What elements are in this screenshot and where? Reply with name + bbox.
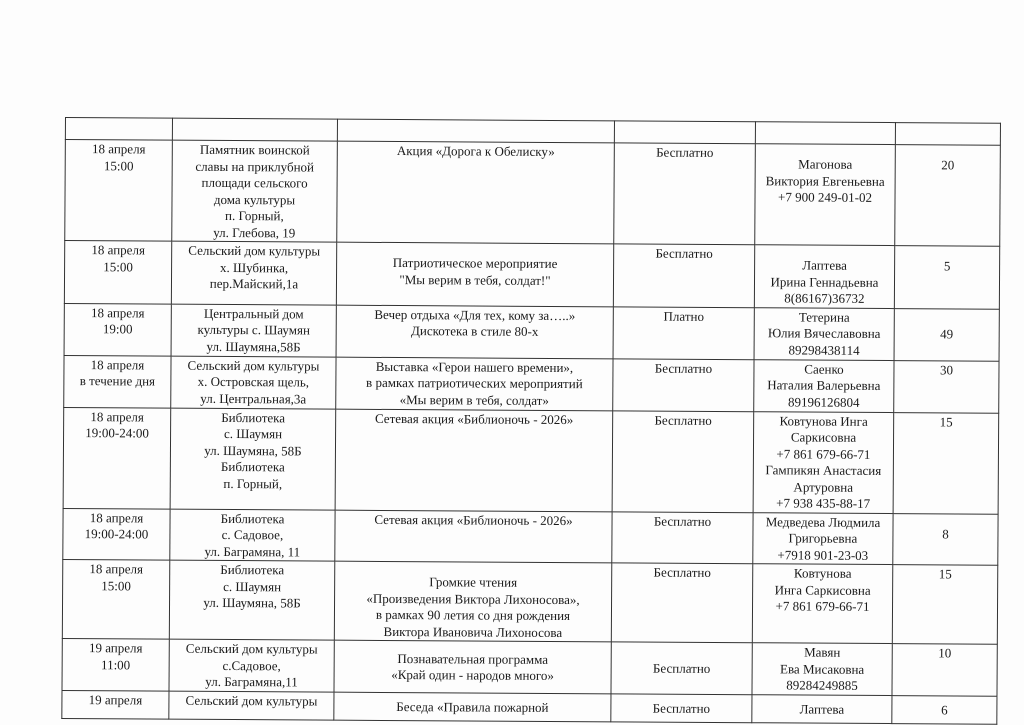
- date-cell: 19 апреля: [62, 690, 169, 719]
- place-cell: Библиотека с. Шаумян ул. Шаумяна, 58Б Библиотека п. Горный,: [170, 408, 336, 510]
- table-row: [62, 690, 997, 724]
- event-cell: Вечер отдыха «Для тех, кому за…..» Дискотека в стиле 80-х: [336, 305, 613, 359]
- table-row: [63, 407, 999, 514]
- event-cell: Патриотическое мероприятие "Мы верим в тебя, солдат!": [336, 242, 613, 306]
- price-cell: Платно: [613, 306, 754, 359]
- count-cell: 6: [892, 696, 997, 725]
- header-cell: [172, 118, 337, 141]
- table-row: [62, 559, 997, 644]
- place-cell: Сельский дом культуры с.Садовое, ул. Баграмяна,11: [169, 639, 334, 692]
- date-cell: 18 апреля 19:00-24:00: [63, 407, 171, 509]
- place-cell: Сельский дом культуры х. Островская щель, ул. Центральная,3а: [171, 356, 336, 409]
- count-cell: 10: [892, 644, 997, 697]
- table-row: [63, 508, 998, 565]
- place-cell: Сельский дом культуры х. Шубинка, пер.Майский,1а: [171, 241, 336, 305]
- event-cell: Акция «Дорога к Обелиску»: [337, 141, 615, 244]
- contact-cell: Магонова Виктория Евгеньевна +7 900 249-01-02: [755, 144, 896, 246]
- count-cell: 49: [894, 308, 999, 361]
- place-cell: Библиотека с. Садовое, ул. Баграмяна, 11: [170, 509, 335, 562]
- header-cell: [337, 119, 614, 143]
- event-cell: Громкие чтения «Произведения Виктора Лихоносова», в рамках 90 летия со дня рождения Виктора Ивановича Лихоносова: [334, 561, 611, 642]
- price-cell: Бесплатно: [614, 143, 756, 245]
- count-cell: 15: [892, 565, 997, 645]
- price-cell: Бесплатно: [611, 694, 752, 723]
- date-cell: 18 апреля в течение дня: [64, 355, 171, 408]
- count-cell: 5: [894, 246, 999, 309]
- table-row: [64, 241, 999, 309]
- price-cell: Бесплатно: [613, 358, 754, 411]
- place-cell: Сельский дом культуры: [169, 691, 334, 720]
- price-cell: Бесплатно: [613, 244, 754, 307]
- date-cell: 19 апреля 11:00: [62, 638, 169, 691]
- contact-cell: Лаптева: [752, 695, 892, 724]
- price-cell: Бесплатно: [612, 410, 754, 512]
- table-row: [64, 355, 999, 413]
- price-cell: Бесплатно: [612, 511, 753, 563]
- contact-cell: Тетерина Юлия Вячеславовна 89298438114: [754, 307, 894, 360]
- header-cell: [614, 121, 755, 144]
- events-table: [61, 117, 1001, 725]
- place-cell: Библиотека с. Шаумян ул. Шаумяна, 58Б: [169, 560, 334, 640]
- count-cell: 20: [895, 145, 1001, 247]
- contact-cell: Саенко Наталия Валерьевна 89196126804: [754, 359, 894, 412]
- date-cell: 18 апреля 19:00-24:00: [63, 508, 170, 560]
- contact-cell: Медведева Людмила Григорьевна +7918 901-23-03: [753, 512, 893, 564]
- place-cell: Центральный дом культуры с. Шаумян ул. Шаумяна,58Б: [171, 304, 336, 357]
- date-cell: 18 апреля 15:00: [64, 241, 171, 304]
- event-cell: Сетевая акция «Библионочь - 2026»: [335, 510, 612, 563]
- price-cell: Бесплатно: [611, 642, 752, 695]
- count-cell: 15: [893, 412, 999, 514]
- table-row: [62, 638, 997, 696]
- contact-cell: Лаптева Ирина Геннадьевна 8(86167)36732: [754, 245, 894, 308]
- date-cell: 18 апреля 19:00: [64, 303, 171, 356]
- event-cell: Познавательная программа «Край один - народов много»: [334, 640, 611, 694]
- count-cell: 30: [894, 360, 999, 413]
- contact-cell: Мавян Ева Мисаковна 89284249885: [752, 643, 892, 696]
- price-cell: Бесплатно: [611, 563, 752, 643]
- table-row: [65, 140, 1001, 247]
- event-cell: Выставка «Герои нашего времени», в рамках патриотических мероприятий «Мы верим в тебя, солдат»: [336, 357, 613, 411]
- header-cell: [65, 118, 172, 141]
- header-cell: [755, 122, 895, 145]
- date-cell: 18 апреля 15:00: [65, 140, 173, 242]
- contact-cell: Ковтунова Инга Саркисовна +7 861 679-66-71 Гампикян Анастасия Артуровна +7 938 435-88-17: [753, 411, 894, 513]
- event-cell: Беседа «Правила пожарной: [334, 692, 611, 722]
- count-cell: 8: [893, 513, 998, 565]
- event-cell: Сетевая акция «Библионочь - 2026»: [335, 409, 613, 512]
- header-cell: [895, 123, 1000, 146]
- table-row: [64, 303, 999, 361]
- contact-cell: Ковтунова Инга Саркисовна +7 861 679-66-71: [752, 564, 892, 644]
- place-cell: Памятник воинской славы на приклубной площади сельского дома культуры п. Горный, ул. Глебова, 19: [172, 140, 338, 242]
- date-cell: 18 апреля 15:00: [62, 559, 169, 639]
